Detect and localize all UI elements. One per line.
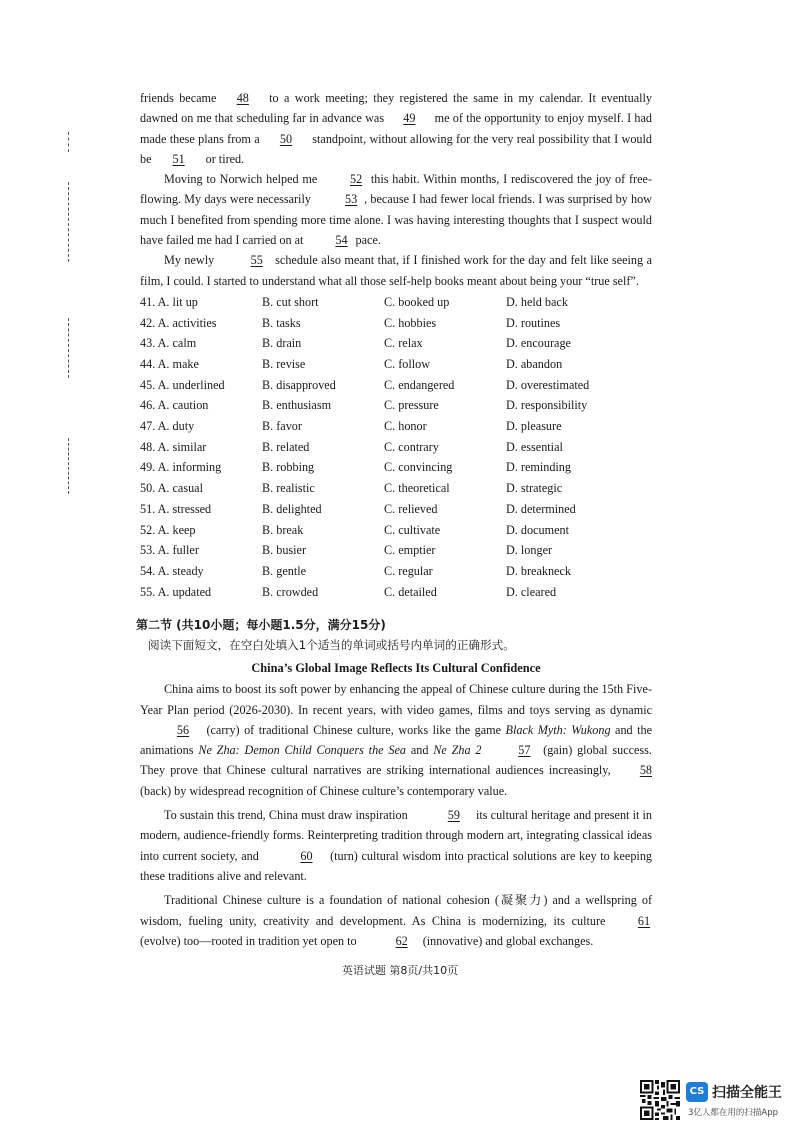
option-row-47 — [140, 416, 652, 437]
option-45-b: B. disapproved — [262, 377, 336, 392]
option-49-c: C. convincing — [384, 460, 453, 475]
binding-margin-mark — [68, 318, 70, 378]
blank-58: 58 — [639, 763, 652, 778]
option-49-b: B. robbing — [262, 460, 315, 475]
option-46-c: C. pressure — [384, 398, 439, 413]
passage2-paragraph-3: Traditional Chinese culture is a foundation of national cohesion (凝聚力) and a wellspring of wisdom, fueling unity, creativity and development. As China is modernizing, its culture 61 (evolve) too—rooted in tradition yet open to 62 (innovative) and global exchanges. — [140, 890, 652, 951]
option-row-48 — [140, 437, 652, 458]
camscanner-logo-icon: CS — [686, 1082, 708, 1102]
blank-49: 49 — [403, 111, 416, 126]
option-53-a: 53. A. fuller — [140, 543, 199, 558]
page-footer: 英语试题 第8页/共10页 — [341, 964, 459, 977]
option-43-a: 43. A. calm — [140, 336, 197, 351]
option-43-d: D. encourage — [506, 336, 571, 351]
option-42-a: 42. A. activities — [140, 315, 217, 330]
blank-52: 52 — [349, 172, 363, 187]
option-48-d: D. essential — [506, 439, 563, 454]
option-row-43 — [140, 333, 652, 354]
passage1-paragraph-2: Moving to Norwich helped me 52 this habit. Within months, I rediscovered the joy of free-flowing. My days were necessarily 53 , because I had fewer local friends. I was surprised by how much I benefited from spending more time alone. I was having interesting thoughts that I suspect would have failed me had I carried on at 54 pace. — [140, 169, 652, 250]
option-row-50 — [140, 478, 652, 499]
scanner-watermark — [640, 1080, 790, 1124]
option-row-55 — [140, 582, 652, 603]
option-42-b: B. tasks — [262, 315, 301, 330]
option-44-a: 44. A. make — [140, 357, 199, 372]
option-51-d: D. determined — [506, 501, 576, 516]
option-43-b: B. drain — [262, 336, 302, 351]
option-49-a: 49. A. informing — [140, 460, 222, 475]
section-2-heading: 第二节 (共10小题；每小题1.5分，满分15分) — [136, 618, 386, 633]
option-47-d: D. pleasure — [506, 419, 562, 434]
binding-margin-mark — [68, 132, 70, 152]
option-43-c: C. relax — [384, 336, 423, 351]
option-51-a: 51. A. stressed — [140, 501, 212, 516]
option-52-a: 52. A. keep — [140, 522, 196, 537]
option-row-49 — [140, 457, 652, 478]
blank-62: 62 — [395, 933, 408, 948]
option-52-d: D. document — [506, 522, 569, 537]
option-52-b: B. break — [262, 522, 304, 537]
passage1-paragraph-3: My newly 55 schedule also meant that, if I finished work for the day and felt like seeing a film, I could. I started to understand what all those self-help books meant about being your “true self”. — [140, 250, 652, 291]
blank-59: 59 — [447, 808, 460, 823]
option-53-d: D. longer — [506, 543, 553, 558]
option-46-b: B. enthusiasm — [262, 398, 332, 413]
option-54-d: D. breakneck — [506, 563, 571, 578]
qr-code-icon — [640, 1080, 680, 1120]
option-41-c: C. booked up — [384, 294, 450, 309]
option-51-c: C. relieved — [384, 501, 438, 516]
options-table — [140, 292, 652, 602]
section-2-instruction: 阅读下面短文，在空白处填入1个适当的单词或括号内单词的正确形式。 — [148, 638, 515, 653]
option-54-b: B. gentle — [262, 563, 307, 578]
option-55-c: C. detailed — [384, 584, 437, 599]
option-41-a: 41. A. lit up — [140, 294, 198, 309]
option-row-45 — [140, 375, 652, 396]
option-row-44 — [140, 354, 652, 375]
option-55-a: 55. A. updated — [140, 584, 212, 599]
exam-page — [136, 88, 653, 951]
blank-56: 56 — [176, 722, 190, 737]
passage2-paragraph-2: To sustain this trend, China must draw inspiration 59 its cultural heritage and present it in modern, audience-friendly forms. Reinterpreting tradition through modern art, integrating classical ideas into current society, and 60 (turn) cultural wisdom into practical solutions are key to keeping these traditions alive and relevant. — [140, 805, 652, 886]
option-44-c: C. follow — [384, 357, 431, 372]
option-49-d: D. reminding — [506, 460, 571, 475]
blank-48: 48 — [236, 91, 249, 105]
option-53-c: C. emptier — [384, 543, 436, 558]
option-41-d: D. held back — [506, 294, 568, 309]
option-50-c: C. theoretical — [384, 481, 450, 496]
option-50-a: 50. A. casual — [140, 481, 203, 496]
blank-55: 55 — [250, 253, 263, 268]
blank-60: 60 — [300, 848, 313, 863]
option-50-b: B. realistic — [262, 481, 315, 496]
option-46-d: D. responsibility — [506, 398, 588, 413]
blank-53: 53 — [345, 192, 358, 207]
option-41-b: B. cut short — [262, 294, 319, 309]
option-44-d: D. abandon — [506, 357, 563, 372]
option-55-d: D. cleared — [506, 584, 557, 599]
blank-57: 57 — [518, 743, 531, 758]
option-row-46 — [140, 395, 652, 416]
option-45-d: D. overestimated — [506, 377, 590, 392]
blank-51: 51 — [172, 151, 185, 166]
option-55-b: B. crowded — [262, 584, 319, 599]
blank-50: 50 — [279, 131, 293, 146]
passage-2-title: China’s Global Image Reflects Its Cultural Confidence — [251, 661, 541, 676]
option-row-51 — [140, 499, 652, 520]
option-46-a: 46. A. caution — [140, 398, 209, 413]
option-51-b: B. delighted — [262, 501, 322, 516]
option-48-b: B. related — [262, 439, 310, 454]
option-45-c: C. endangered — [384, 377, 455, 392]
option-45-a: 45. A. underlined — [140, 377, 225, 392]
option-row-52 — [140, 520, 652, 541]
option-53-b: B. busier — [262, 543, 307, 558]
option-47-c: C. honor — [384, 419, 427, 434]
option-52-c: C. cultivate — [384, 522, 441, 537]
binding-margin-mark — [68, 438, 70, 494]
option-47-b: B. favor — [262, 419, 302, 434]
option-44-b: B. revise — [262, 357, 306, 372]
option-row-42 — [140, 313, 652, 334]
blank-61: 61 — [637, 913, 651, 928]
option-42-d: D. routines — [506, 315, 561, 330]
option-42-c: C. hobbies — [384, 315, 437, 330]
option-row-53 — [140, 540, 652, 561]
scanner-brand-name: 扫描全能王 — [712, 1085, 782, 1101]
option-row-54 — [140, 561, 652, 582]
passage1-paragraph-1: friends became 48 to a work meeting; they registered the same in my calendar. It eventually dawned on me that scheduling far in advance was 49 me of the opportunity to enjoy myself. I had made these plans from a 50 standpoint, without allowing for the very real possibility that I would be 51 or tired. — [140, 88, 652, 169]
scanner-tagline: 3亿人都在用的扫描App — [688, 1108, 779, 1118]
option-48-c: C. contrary — [384, 439, 439, 454]
option-47-a: 47. A. duty — [140, 419, 195, 434]
passage2-paragraph-1: China aims to boost its soft power by enhancing the appeal of Chinese culture during the 15th Five-Year Plan period (2026-2030). In recent years, with video games, films and toys serving as dynamic 56 (carry) of traditional Chinese culture, works like the game Black Myth: Wukong and the animations Ne Zha: Demon Child Conquers the Sea and Ne Zha 2 57 (gain) global success. They prove that Chinese cultural narratives are striking international audiences increasingly, 58 (back) by widespread recognition of Chinese culture’s contemporary value. — [140, 682, 652, 798]
option-54-a: 54. A. steady — [140, 563, 204, 578]
option-row-41 — [140, 292, 652, 313]
binding-margin-mark — [68, 182, 70, 262]
blank-54: 54 — [335, 233, 348, 248]
option-50-d: D. strategic — [506, 481, 563, 496]
option-48-a: 48. A. similar — [140, 439, 207, 454]
option-54-c: C. regular — [384, 563, 433, 578]
